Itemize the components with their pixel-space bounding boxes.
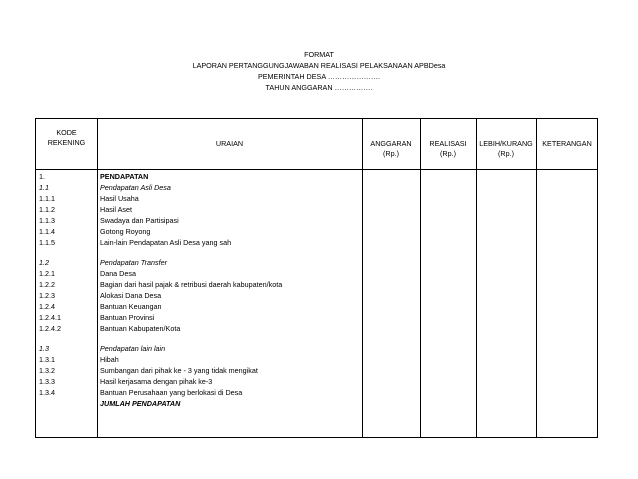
row-desc: Bantuan Perusahaan yang berlokasi di Desa	[100, 388, 243, 397]
row-desc: Sumbangan dari pihak ke - 3 yang tidak mengikat	[100, 366, 258, 375]
header-anggaran-label: ANGGARAN	[370, 139, 412, 148]
row-code: 1.2.4.1	[39, 313, 61, 322]
header-realisasi-label: REALISASI	[429, 139, 467, 148]
row-desc-total: JUMLAH PENDAPATAN	[100, 399, 181, 408]
row-code: 1.2.2	[39, 280, 55, 289]
row-code: 1.3.4	[39, 388, 55, 397]
row-desc: Lain-lain Pendapatan Asli Desa yang sah	[100, 238, 232, 247]
header-anggaran-unit: (Rp.)	[383, 149, 399, 158]
row-desc: PENDAPATAN	[100, 172, 149, 181]
row-desc: Alokasi Dana Desa	[100, 291, 162, 300]
row-code: 1.3.2	[39, 366, 55, 375]
row-code: 1.1.1	[39, 194, 55, 203]
header-uraian: URAIAN	[215, 139, 244, 148]
row-code: 1.2.4	[39, 302, 55, 311]
row-desc: Bantuan Kabupaten/Kota	[100, 324, 181, 333]
document-title	[0, 49, 638, 93]
row-desc: Pendapatan Asli Desa	[100, 183, 171, 192]
row-code: 1.1.3	[39, 216, 55, 225]
header-realisasi	[420, 139, 476, 159]
header-anggaran	[362, 139, 420, 159]
row-desc: Hasil Aset	[100, 205, 132, 214]
row-desc: Bantuan Keuangan	[100, 302, 162, 311]
title-format: FORMAT	[304, 50, 334, 59]
col-divider-5	[536, 119, 537, 437]
row-code: 1.3.3	[39, 377, 55, 386]
row-code: 1.1.5	[39, 238, 55, 247]
row-code: 1.1	[39, 183, 49, 192]
row-code: 1.3	[39, 344, 49, 353]
row-desc: Hasil kerjasama dengan pihak ke-3	[100, 377, 213, 386]
col-divider-4	[476, 119, 477, 437]
header-kode-rekening	[36, 128, 97, 148]
row-desc: Bagian dari hasil pajak & retribusi daerah kabupaten/kota	[100, 280, 283, 289]
row-desc: Hasil Usaha	[100, 194, 139, 203]
title-village: PEMERINTAH DESA ………………….	[257, 72, 381, 81]
title-report: LAPORAN PERTANGGUNGJAWABAN REALISASI PELAKSANAAN APBDesa	[192, 61, 446, 70]
row-desc: Pendapatan lain lain	[100, 344, 166, 353]
row-desc: Swadaya dan Partisipasi	[100, 216, 179, 225]
header-kode: KODE	[56, 128, 77, 137]
row-desc: Hibah	[100, 355, 119, 364]
row-code: 1.2	[39, 258, 49, 267]
header-lebih-kurang-label: LEBIH/KURANG	[479, 139, 533, 148]
row-desc: Bantuan Provinsi	[100, 313, 155, 322]
row-code: 1.1.2	[39, 205, 55, 214]
row-code: 1.1.4	[39, 227, 55, 236]
row-code: 1.2.4.2	[39, 324, 61, 333]
header-rekening: REKENING	[47, 138, 86, 147]
row-code: 1.3.1	[39, 355, 55, 364]
row-code: 1.2.1	[39, 269, 55, 278]
col-divider-3	[420, 119, 421, 437]
header-keterangan: KETERANGAN	[542, 139, 592, 148]
row-desc: Gotong Royong	[100, 227, 151, 236]
col-divider-2	[362, 119, 363, 437]
header-lebih-kurang-unit: (Rp.)	[498, 149, 514, 158]
row-code: 1.2.3	[39, 291, 55, 300]
row-code: 1.	[39, 172, 45, 181]
title-year: TAHUN ANGGARAN …………….	[265, 83, 373, 92]
report-table	[35, 118, 598, 438]
col-divider-1	[97, 119, 98, 437]
header-realisasi-unit: (Rp.)	[440, 149, 456, 158]
row-desc: Pendapatan Transfer	[100, 258, 167, 267]
header-lebih-kurang	[476, 139, 536, 159]
row-desc: Dana Desa	[100, 269, 136, 278]
header-divider	[36, 169, 597, 170]
